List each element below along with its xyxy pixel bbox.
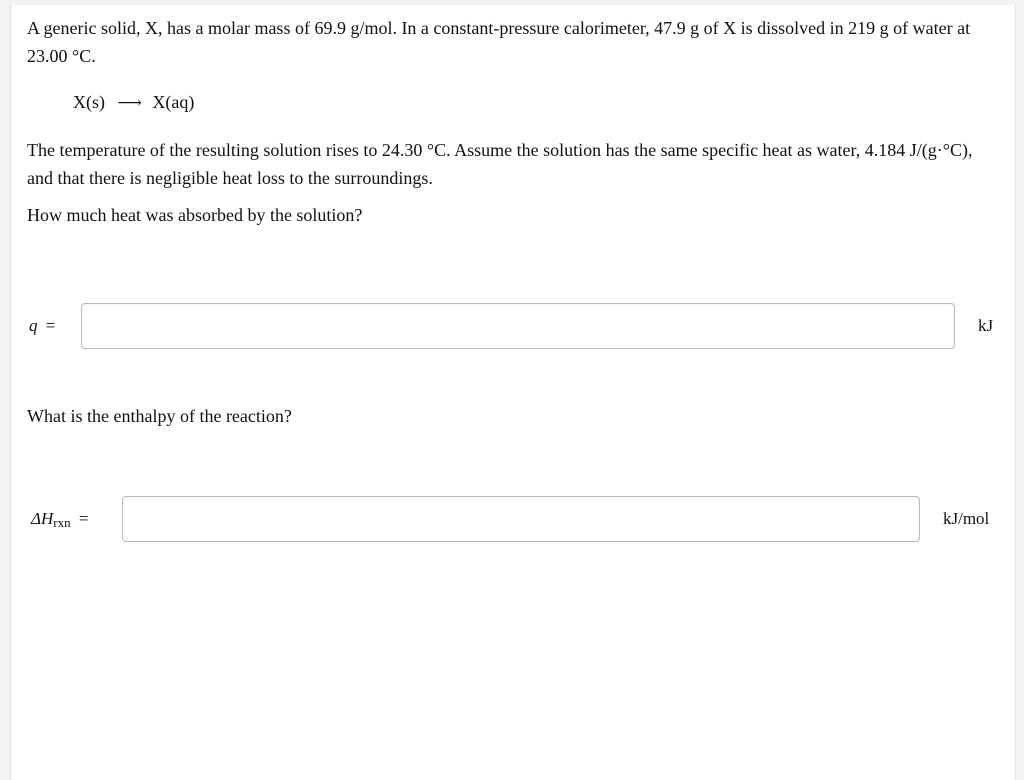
- enthalpy-answer-row: [11, 496, 1015, 542]
- problem-intro: A generic solid, X, has a molar mass of 69.9 g/mol. In a constant-pressure calorimeter, 47.9 g of X is dissolved in 219 g of water at 23.00 °C.: [27, 18, 971, 66]
- enthalpy-variable-label: [31, 496, 88, 542]
- heat-variable: q: [29, 316, 38, 335]
- equals-sign: =: [78, 509, 89, 528]
- heat-answer-input[interactable]: [81, 303, 955, 349]
- equals-sign: =: [45, 316, 56, 335]
- enthalpy-symbol: ΔH: [31, 509, 54, 528]
- reaction-equation: [73, 88, 194, 117]
- product: X(aq): [152, 92, 195, 112]
- reaction-arrow-icon: ⟶: [117, 93, 142, 112]
- enthalpy-unit: kJ/mol: [943, 509, 990, 528]
- question-panel: [10, 5, 1016, 780]
- problem-conditions: The temperature of the resulting solution rises to 24.30 °C. Assume the solution has the same specific heat as water, 4.184 J/(g·°C), and that there is negligible heat loss to the surroundings.: [27, 140, 973, 188]
- question-enthalpy: What is the enthalpy of the reaction?: [27, 406, 292, 426]
- reactant: X(s): [73, 92, 105, 112]
- heat-answer-row: [11, 303, 1015, 349]
- heat-variable-label: [29, 303, 55, 349]
- enthalpy-answer-input[interactable]: [122, 496, 920, 542]
- question-heat: How much heat was absorbed by the solution?: [27, 205, 363, 225]
- heat-unit: kJ: [978, 316, 994, 335]
- enthalpy-subscript: rxn: [53, 515, 71, 530]
